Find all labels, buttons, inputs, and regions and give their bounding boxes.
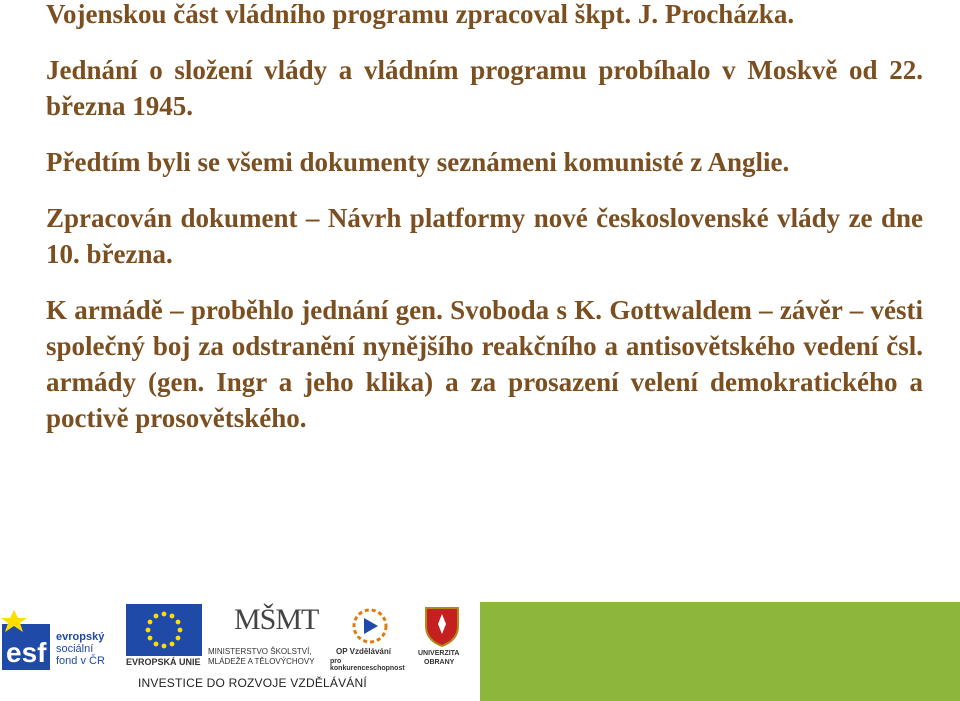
msmt-mark: MŠMT (234, 603, 319, 636)
msmt-label-2: MLÁDEŽE A TĚLOVÝCHOVY (208, 657, 315, 666)
university-crest-icon (418, 604, 466, 648)
op-logo (330, 604, 412, 673)
investice-label: INVESTICE DO ROZVOJE VZDĚLÁVÁNÍ (138, 676, 367, 690)
op-label-1: OP Vzdělávání (336, 647, 391, 656)
msmt-logo (206, 604, 326, 668)
uo-logo (418, 604, 466, 668)
paragraph-1: Vojenskou část vládního programu zpracoval škpt. J. Procházka. (46, 0, 795, 29)
paragraph-3: Předtím byli se všemi dokumenty seznámeni komunisté z Anglie. (46, 147, 790, 177)
esf-mark: esf (6, 637, 47, 668)
green-band (480, 602, 960, 701)
eu-logo (126, 604, 202, 668)
esf-logo (0, 606, 122, 672)
paragraph-5: K armádě – proběhlo jednání gen. Svoboda s K. Gottwaldem – závěr – vésti společný boj za odstranění nynějšího reakčního a antisovětského vedení čsl. armády (gen. Ingr a jeho klika) a za prosazení velení demokratického a poctivě prosovětského. (46, 295, 923, 433)
eu-flag-icon (126, 604, 202, 656)
esf-text-2: sociální (56, 643, 94, 655)
uo-label-1: UNIVERZITA (418, 650, 460, 657)
op-icon (330, 604, 412, 646)
esf-text-1: evropský (56, 631, 105, 643)
paragraph-2: Jednání o složení vlády a vládním programu probíhalo v Moskvě od 22. března 1945. (46, 55, 923, 121)
msmt-label-1: MINISTERSTVO ŠKOLSTVÍ, (208, 647, 312, 656)
slide-content (46, 0, 923, 436)
footer-logos (0, 602, 960, 701)
op-label-2: pro konkurenceschopnost (330, 658, 405, 673)
uo-label-2: OBRANY (424, 659, 455, 666)
eu-label: EVROPSKÁ UNIE (126, 657, 201, 667)
esf-text-3: fond v ČR (56, 655, 105, 667)
paragraph-4: Zpracován dokument – Návrh platformy nové československé vlády ze dne 10. března. (46, 203, 923, 269)
